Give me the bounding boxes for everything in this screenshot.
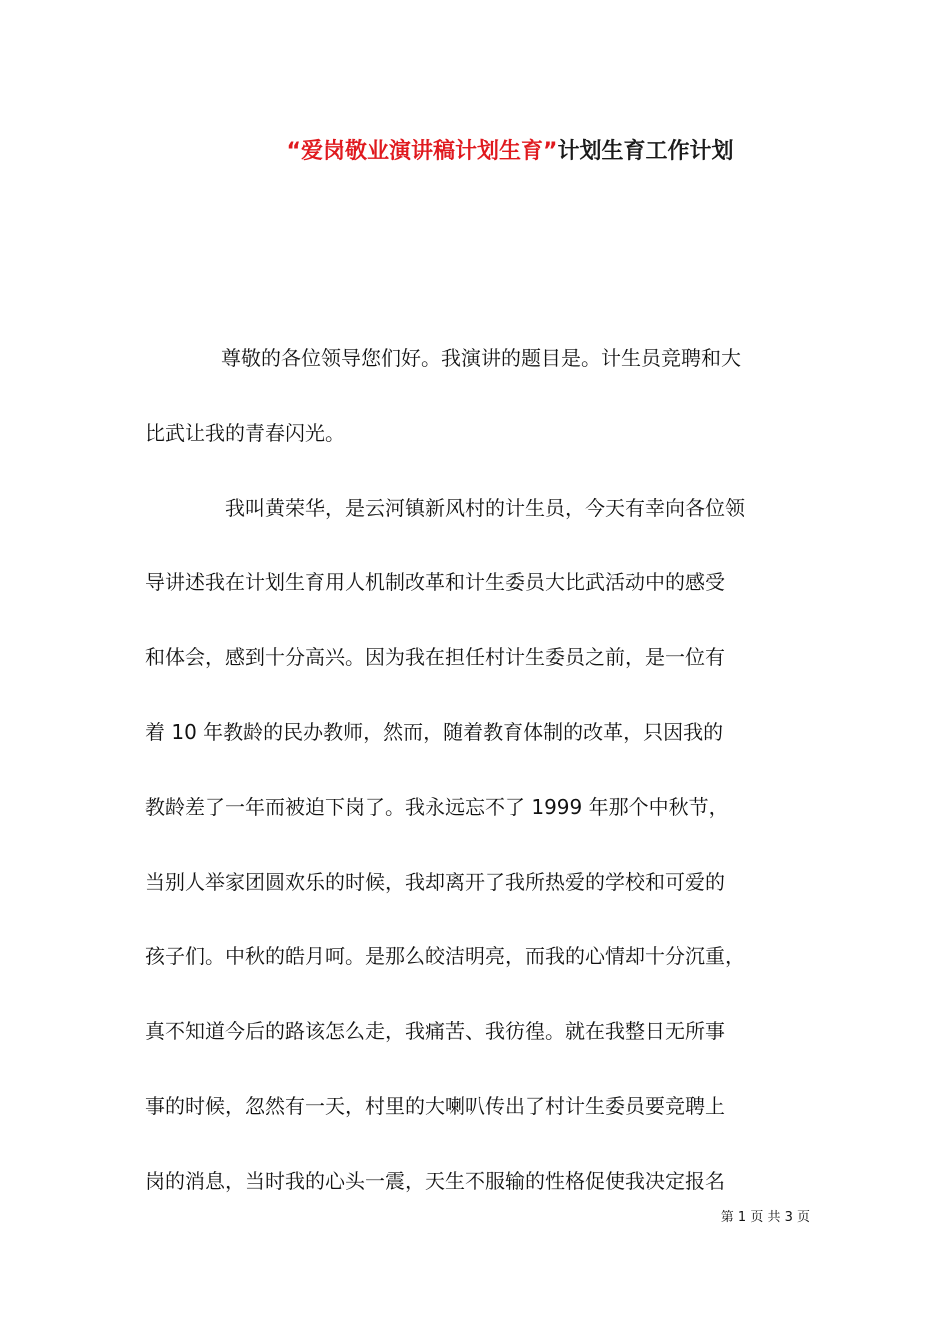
paragraph-line: 事的时候，忽然有一天，村里的大喇叭传出了村计生委员要竞聘上 [145,1093,725,1118]
paragraph-line: 我叫黄荣华，是云河镇新风村的计生员，今天有幸向各位领 [225,495,745,520]
title-quoted-part: “爱岗敬业演讲稿计划生育” [286,139,558,164]
paragraph-line: 比武让我的青春闪光。 [145,420,345,445]
page-number-footer: 第 1 页 共 3 页 [720,1210,810,1225]
paragraph-line: 真不知道今后的路该怎么走，我痛苦、我彷徨。就在我整日无所事 [145,1019,725,1044]
paragraph-line: 孩子们。中秋的皓月呵。是那么皎洁明亮，而我的心情却十分沉重， [145,944,745,969]
title-plain-part: 计划生育工作计划 [557,139,734,164]
paragraph-line: 尊敬的各位领导您们好。我演讲的题目是。计生员竞聘和大 [221,346,741,370]
paragraph-line: 当别人举家团圆欢乐的时候，我却离开了我所热爱的学校和可爱的 [145,869,725,894]
document-title [200,134,820,170]
document-body [145,340,825,1238]
paragraph-line: 和体会，感到十分高兴。因为我在担任村计生委员之前，是一位有 [145,645,725,670]
paragraph-line: 导讲述我在计划生育用人机制改革和计生委员大比武活动中的感受 [145,570,725,595]
paragraph-line: 教龄差了一年而被迫下岗了。我永远忘不了 1999 年那个中秋节， [145,794,729,819]
paragraph-line: 岗的消息，当时我的心头一震，天生不服输的性格促使我决定报名 [145,1168,725,1193]
paragraph-line: 着 10 年教龄的民办教师，然而，随着教育体制的改革，只因我的 [145,719,724,744]
